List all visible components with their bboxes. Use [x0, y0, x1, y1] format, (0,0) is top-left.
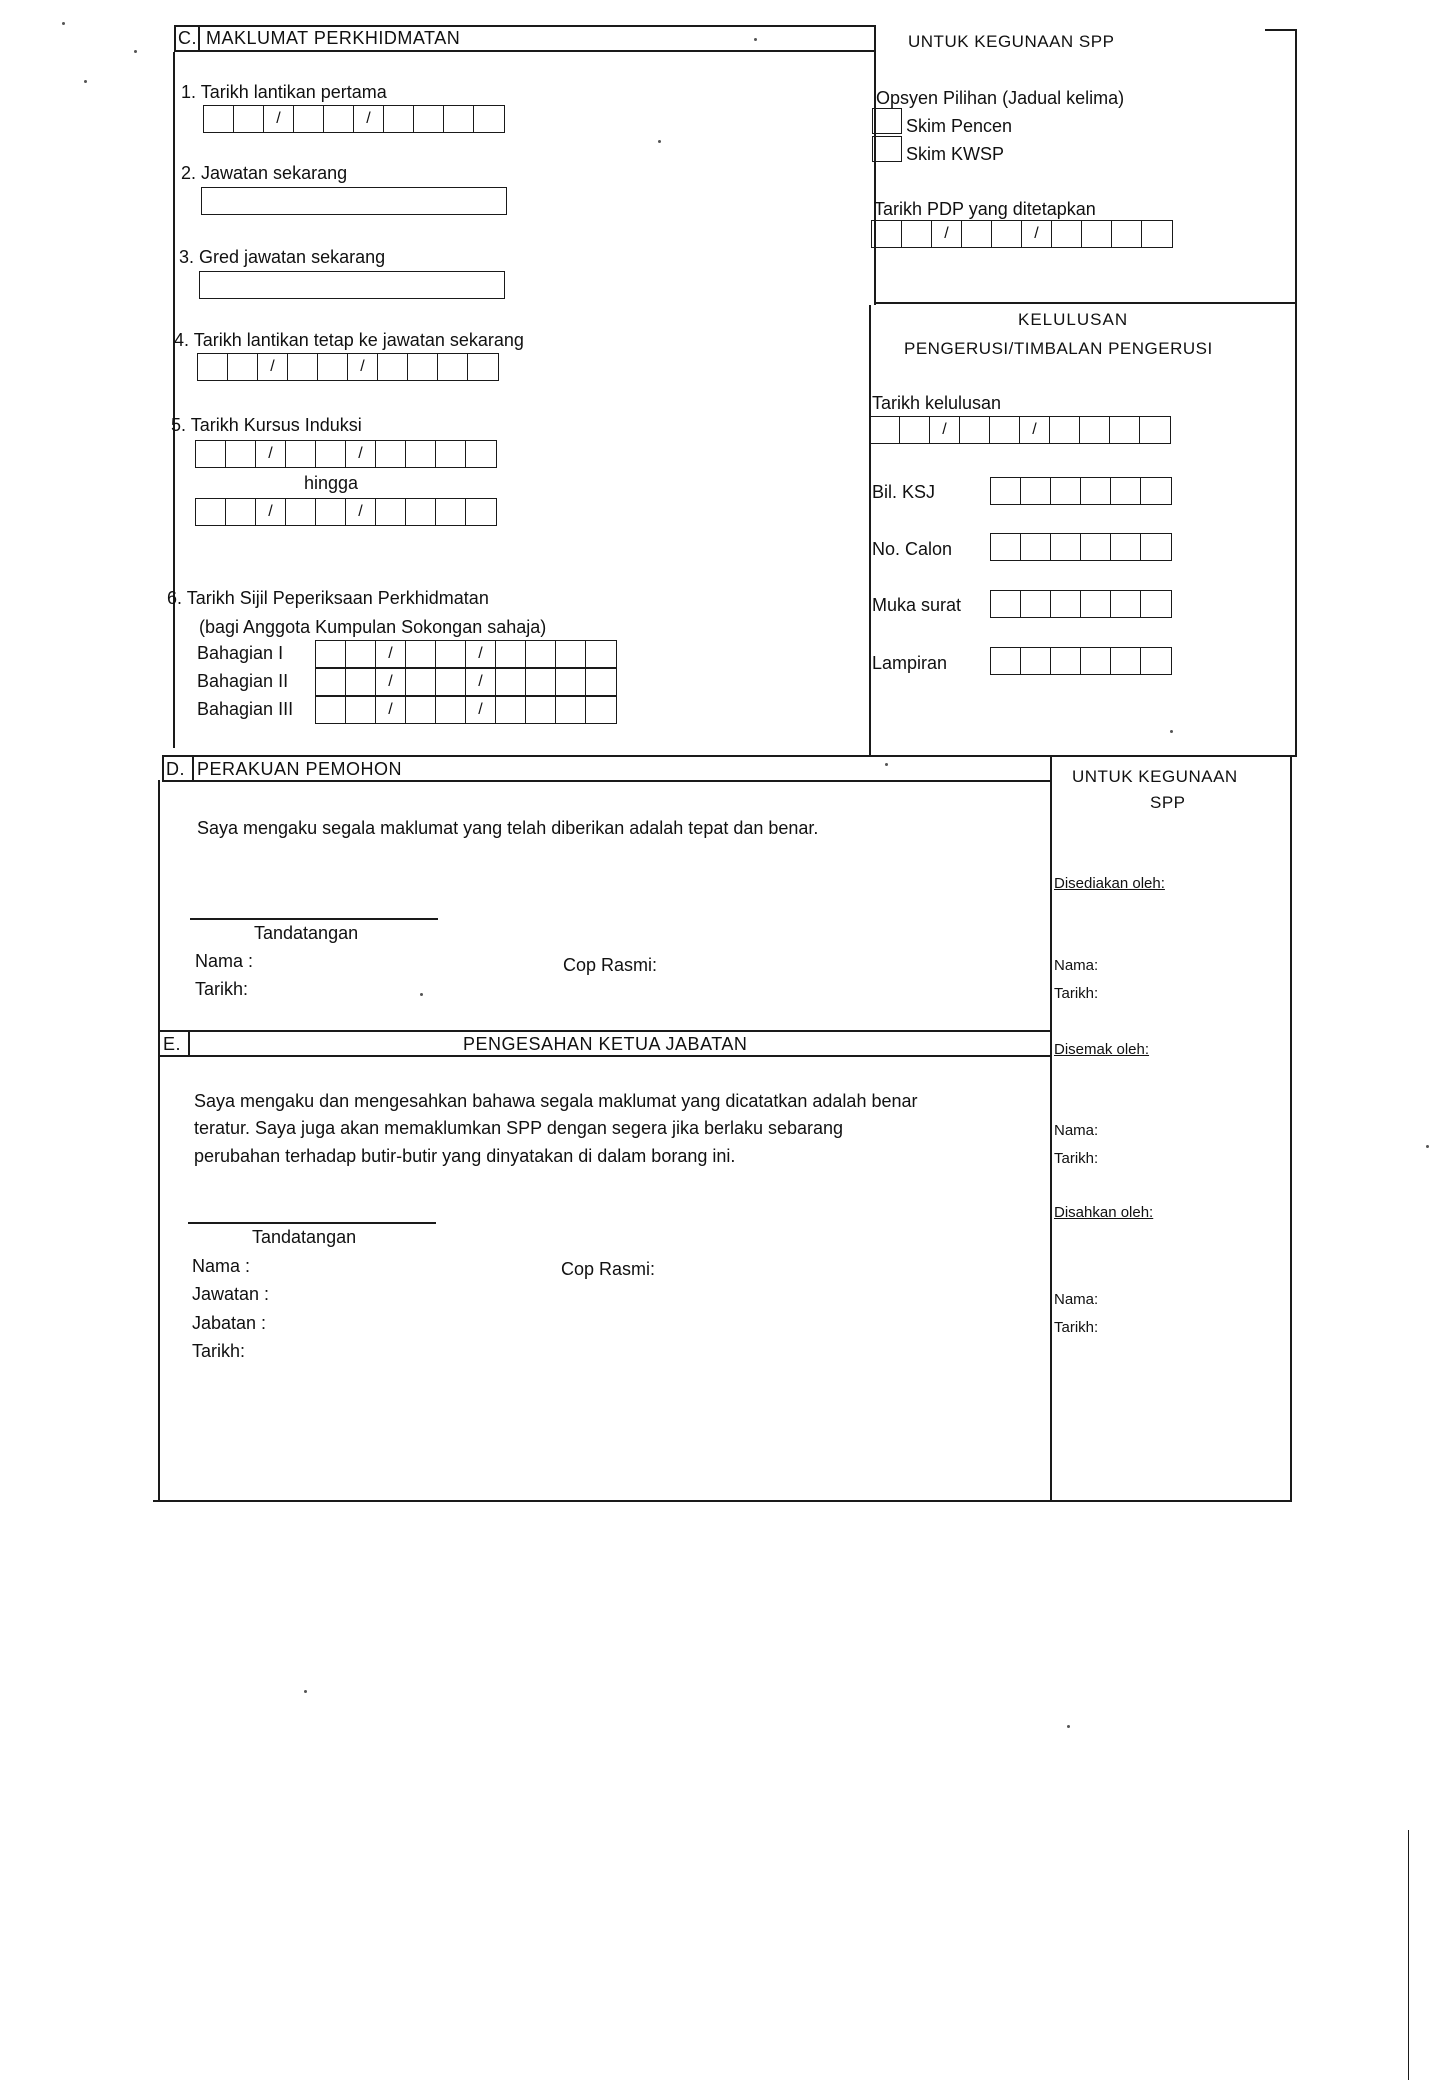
head-jabatan-label: Jabatan :	[192, 1313, 267, 1333]
q6-label-line1: 6. Tarikh Sijil Peperiksaan Perkhidmatan	[167, 588, 489, 608]
bahagian-3-label: Bahagian III	[197, 699, 294, 719]
applicant-cop-label: Cop Rasmi:	[563, 955, 658, 975]
section-c-title: MAKLUMAT PERKHIDMATAN	[206, 28, 461, 48]
q6-label-line2: (bagi Anggota Kumpulan Sokongan sahaja)	[199, 617, 547, 637]
section-c-letter: C.	[178, 28, 197, 48]
lampiran-label: Lampiran	[872, 653, 948, 673]
tarikh-kelulusan-grid[interactable]: / /	[869, 416, 1171, 444]
no-calon-label: No. Calon	[872, 539, 953, 559]
skim-kwsp-checkbox[interactable]	[872, 136, 902, 162]
applicant-tarikh-label: Tarikh:	[195, 979, 249, 999]
q4-date-grid[interactable]: / /	[197, 353, 499, 381]
kelulusan-subtitle: PENGERUSI/TIMBALAN PENGERUSI	[904, 339, 1213, 358]
kelulusan-title: KELULUSAN	[1018, 310, 1129, 329]
skim-kwsp-label: Skim KWSP	[906, 144, 1005, 164]
bil-ksj-grid[interactable]	[990, 477, 1172, 505]
section-d-statement: Saya mengaku segala maklumat yang telah diberikan adalah tepat dan benar.	[197, 818, 819, 838]
jawatan-sekarang-field[interactable]	[201, 187, 507, 215]
section-e-line1: Saya mengaku dan mengesahkan bahawa segala maklumat yang dicatatkan adalah benar	[194, 1091, 918, 1111]
q3-label: 3. Gred jawatan sekarang	[179, 247, 386, 267]
applicant-nama-label: Nama :	[195, 951, 254, 971]
head-jawatan-label: Jawatan :	[192, 1284, 270, 1304]
opsyen-label: Opsyen Pilihan (Jadual kelima)	[876, 88, 1125, 108]
disediakan-tarikh: Tarikh:	[1054, 985, 1099, 1002]
disahkan-tarikh: Tarikh:	[1054, 1319, 1099, 1336]
disemak-label: Disemak oleh:	[1054, 1041, 1150, 1058]
section-e-line2: teratur. Saya juga akan memaklumkan SPP dengan segera jika berlaku sebarang	[194, 1118, 844, 1138]
bahagian-2-date-grid[interactable]: / /	[315, 668, 617, 696]
spp-top-title: UNTUK KEGUNAAN SPP	[908, 32, 1115, 51]
q2-label: 2. Jawatan sekarang	[181, 163, 348, 183]
q5-end-date-grid[interactable]: / /	[195, 498, 497, 526]
bil-ksj-label: Bil. KSJ	[872, 482, 936, 502]
bahagian-1-label: Bahagian I	[197, 643, 284, 663]
tarikh-kelulusan-label: Tarikh kelulusan	[872, 393, 1002, 413]
disediakan-label: Disediakan oleh:	[1054, 875, 1165, 892]
section-e-title: PENGESAHAN KETUA JABATAN	[463, 1034, 748, 1054]
no-calon-grid[interactable]	[990, 533, 1172, 561]
tarikh-pdp-date-grid[interactable]: / /	[871, 220, 1173, 248]
q5-label: 5. Tarikh Kursus Induksi	[171, 415, 362, 435]
applicant-signature-line[interactable]	[190, 918, 438, 920]
disahkan-label: Disahkan oleh:	[1054, 1204, 1154, 1221]
head-cop-label: Cop Rasmi:	[561, 1259, 656, 1279]
gred-jawatan-field[interactable]	[199, 271, 505, 299]
bahagian-1-date-grid[interactable]: / /	[315, 640, 617, 668]
head-tarikh-label: Tarikh:	[192, 1341, 246, 1361]
muka-surat-label: Muka surat	[872, 595, 962, 615]
disemak-tarikh: Tarikh:	[1054, 1150, 1099, 1167]
disahkan-nama: Nama:	[1054, 1291, 1099, 1308]
head-nama-label: Nama :	[192, 1256, 251, 1276]
section-d-letter: D.	[166, 759, 185, 779]
head-tandatangan: Tandatangan	[252, 1227, 357, 1247]
muka-surat-grid[interactable]	[990, 590, 1172, 618]
spp-side-title-2: SPP	[1150, 793, 1186, 812]
spp-side-title: UNTUK KEGUNAAN	[1072, 767, 1238, 786]
section-d-title: PERAKUAN PEMOHON	[197, 759, 403, 779]
section-e-letter: E.	[163, 1034, 182, 1054]
lampiran-grid[interactable]	[990, 647, 1172, 675]
skim-pencen-label: Skim Pencen	[906, 116, 1013, 136]
section-e-line3: perubahan terhadap butir-butir yang dinyatakan di dalam borang ini.	[194, 1146, 736, 1166]
skim-pencen-checkbox[interactable]	[872, 108, 902, 134]
q1-date-grid[interactable]: / /	[203, 105, 505, 133]
bahagian-3-date-grid[interactable]: / /	[315, 696, 617, 724]
disemak-nama: Nama:	[1054, 1122, 1099, 1139]
disediakan-nama: Nama:	[1054, 957, 1099, 974]
bahagian-2-label: Bahagian II	[197, 671, 289, 691]
q4-label: 4. Tarikh lantikan tetap ke jawatan sekarang	[174, 330, 524, 350]
tarikh-pdp-label: Tarikh PDP yang ditetapkan	[874, 199, 1096, 219]
q1-label: 1. Tarikh lantikan pertama	[181, 82, 387, 102]
head-signature-line[interactable]	[188, 1222, 436, 1224]
q5-start-date-grid[interactable]: / /	[195, 440, 497, 468]
applicant-tandatangan: Tandatangan	[254, 923, 359, 943]
q5-hingga: hingga	[304, 473, 359, 493]
